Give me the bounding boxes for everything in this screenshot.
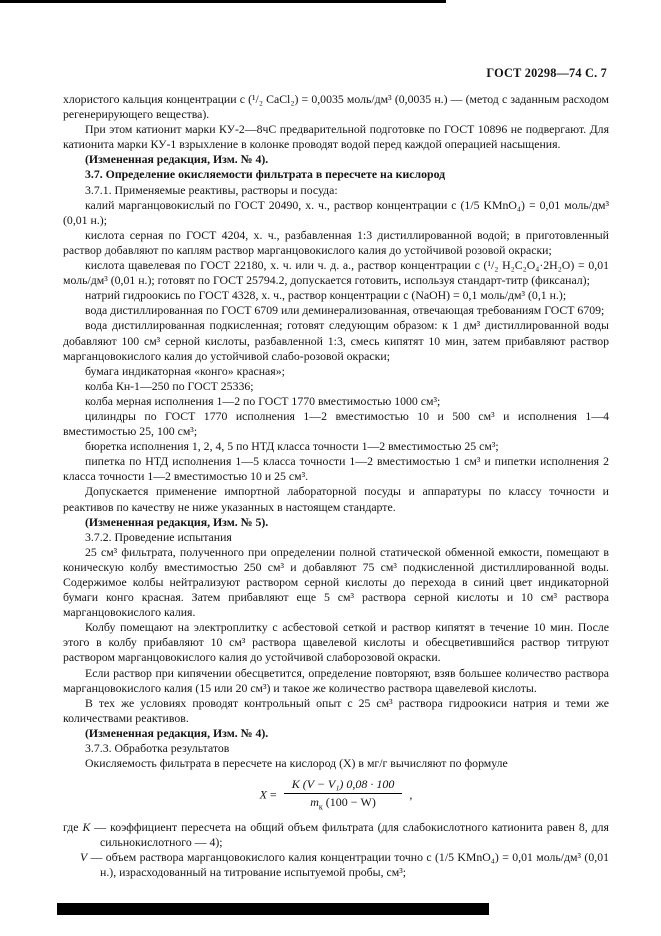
glassware-item: бюретка исполнения 1, 2, 4, 5 по НТД класса точности 1—2 вместимостью 25 см³; xyxy=(85,439,499,454)
reagent-item: натрий гидроокись по ГОСТ 4328, х. ч., раствор концентрации c (NaOH) = 0,1 моль/дм³ (0,1 н.); xyxy=(85,288,567,303)
paragraph: Допускается применение импортной лабораторной посуды и аппаратуры по классу точности и реактивов по качеству не ниже указанных в настоящем стандарте. xyxy=(63,484,609,514)
glassware-item: колба Кн-1—250 по ГОСТ 25336; xyxy=(85,378,254,393)
page-header xyxy=(486,66,607,81)
paragraph-continuation: хлористого кальция концентрации c (¹/₂ CaCl₂) = 0,0035 моль/дм³ (0,0035 н.) — (метод с заданным расходом регенерирующего вещества). xyxy=(63,92,609,122)
scan-artifact-bottom-bar xyxy=(57,903,489,915)
reagent-item: вода дистиллированная по ГОСТ 6709 или деминерализованная, отвечающая требованиям ГОСТ 6709; xyxy=(85,303,605,318)
amendment-note: (Измененная редакция, Изм. № 5). xyxy=(85,514,269,529)
definition-v: V — объем раствора марганцовокислого калия концентрации точно c (1/5 KMnO₄) = 0,01 моль/дм³ (0,01 н.), израсходованный на титрование испытуемой пробы, см³; xyxy=(80,849,609,880)
procedure-paragraph: В тех же условиях проводят контрольный опыт с 25 см³ раствора гидроокиси натрия и теми же количествами реактивов. xyxy=(63,695,609,725)
formula-trailing-comma: , xyxy=(409,787,413,802)
reagent-item: кислота серная по ГОСТ 4204, х. ч., разбавленная 1:3 дистиллированной водой; в приготовленный раствор добавляют по каплям раствор марганцовокислого калия до устойчивой розовой окраски; xyxy=(63,227,609,257)
procedure-paragraph: Если раствор при кипячении обесцветится, определение повторяют, взяв большее количество раствора марганцовокислого калия (15 или 20 см³) и такое же количество раствора щавелевой кислоты. xyxy=(63,665,609,695)
section-3-7-heading: 3.7. Определение окисляемости фильтрата в пересчете на кислород xyxy=(85,167,446,182)
glassware-item: колба мерная исполнения 1—2 по ГОСТ 1770 вместимостью 1000 см³; xyxy=(85,393,441,408)
glassware-item: пипетка по НТД исполнения 1—5 класса точности 1—2 вместимостью 1 см³ и пипетки исполнения 2 класса точности 1—2 вместимостью 10 и 25 см³. xyxy=(63,454,609,484)
reagent-item: калий марганцовокислый по ГОСТ 20490, х. ч., раствор концентрации c (1/5 KMnO₄) = 0,01 моль/дм³ (0,01 н.); xyxy=(63,197,609,227)
clause-3-7-1-heading: 3.7.1. Применяемые реактивы, растворы и посуда: xyxy=(85,182,338,197)
procedure-paragraph: Колбу помещают на электроплитку с асбестовой сеткой и раствор кипятят в течение 10 мин. После этого в колбу прибавляют 10 см³ раствора щавелевой кислоты и обесцветившийся раствор титруют раствором марганцовокислого калия до устойчивой слаборозовой окраски. xyxy=(63,620,609,665)
clause-3-7-3-heading: 3.7.3. Обработка результатов xyxy=(85,741,230,756)
definition-k: где K — коэффициент пересчета на общий объем фильтрата (для слабокислотного катионита равен 8, для сильнокислотного — 4); xyxy=(63,819,609,849)
formula-denominator: $m_к$ (100 − W) xyxy=(310,795,376,812)
formula-lhs: X xyxy=(259,787,267,802)
clause-3-7-2-heading: 3.7.2. Проведение испытания xyxy=(85,529,232,544)
amendment-note: (Измененная редакция, Изм. № 4). xyxy=(85,725,269,740)
procedure-paragraph: 25 см³ фильтрата, полученного при определении полной статической обменной емкости, помещают в коническую колбу вместимостью 250 см³ и добавляют 75 см³ подкисленной дистиллированной воды. Содержимое колбы нейтрализуют раствором серной кислоты до перехода в синий цвет индикаторной бумаги конго красная. Затем прибавляют еще 5 см³ раствора серной кислоты и 10 см³ раствора марганцовокислого калия. xyxy=(63,544,609,620)
reagent-item: кислота щавелевая по ГОСТ 22180, х. ч. или ч. д. а., раствор концентрации c (¹/₂ H₂C₂O₄·2H₂O) = 0,01 моль/дм³ (0,01 н.); готовят по ГОСТ 25794.2, допускается готовить, используя стандарт-титр (фиксанал); xyxy=(63,258,609,288)
amendment-note: (Измененная редакция, Изм. № 4). xyxy=(85,152,269,167)
document-code: ГОСТ 20298—74 С. 7 xyxy=(486,66,607,80)
reagent-item: вода дистиллированная подкисленная; готовят следующим образом: к 1 дм³ дистиллированной воды добавляют 100 см³ серной кислоты, разбавленной 1:3, смесь кипятят 10 мин, затем прибавляют раствор марганцовокислого калия до устойчивой слабо-розовой окраски; xyxy=(63,318,609,363)
scan-artifact-top-line xyxy=(0,0,446,3)
formula-equals: = xyxy=(269,787,277,802)
paragraph: При этом катионит марки КУ-2—8чС предварительной подготовке по ГОСТ 10896 не подвергают. Для катионита марки КУ-1 взрыхление в колонке проводят водой перед каждой операцией насыщения. xyxy=(63,122,609,152)
document-body xyxy=(63,92,609,880)
reagent-item: бумага индикаторная «конго» красная»; xyxy=(85,363,285,378)
oxidizability-formula xyxy=(63,777,609,815)
paragraph: Окисляемость фильтрата в пересчете на кислород (X) в мг/г вычисляют по формуле xyxy=(85,756,508,771)
formula-fraction xyxy=(284,777,403,815)
glassware-item: цилиндры по ГОСТ 1770 исполнения 1—2 вместимостью 10 и 500 см³ и исполнения 1—4 вместимостью 25, 100 см³; xyxy=(63,408,609,439)
formula-numerator: K (V − V₁) 0,08 · 100 xyxy=(284,777,403,794)
